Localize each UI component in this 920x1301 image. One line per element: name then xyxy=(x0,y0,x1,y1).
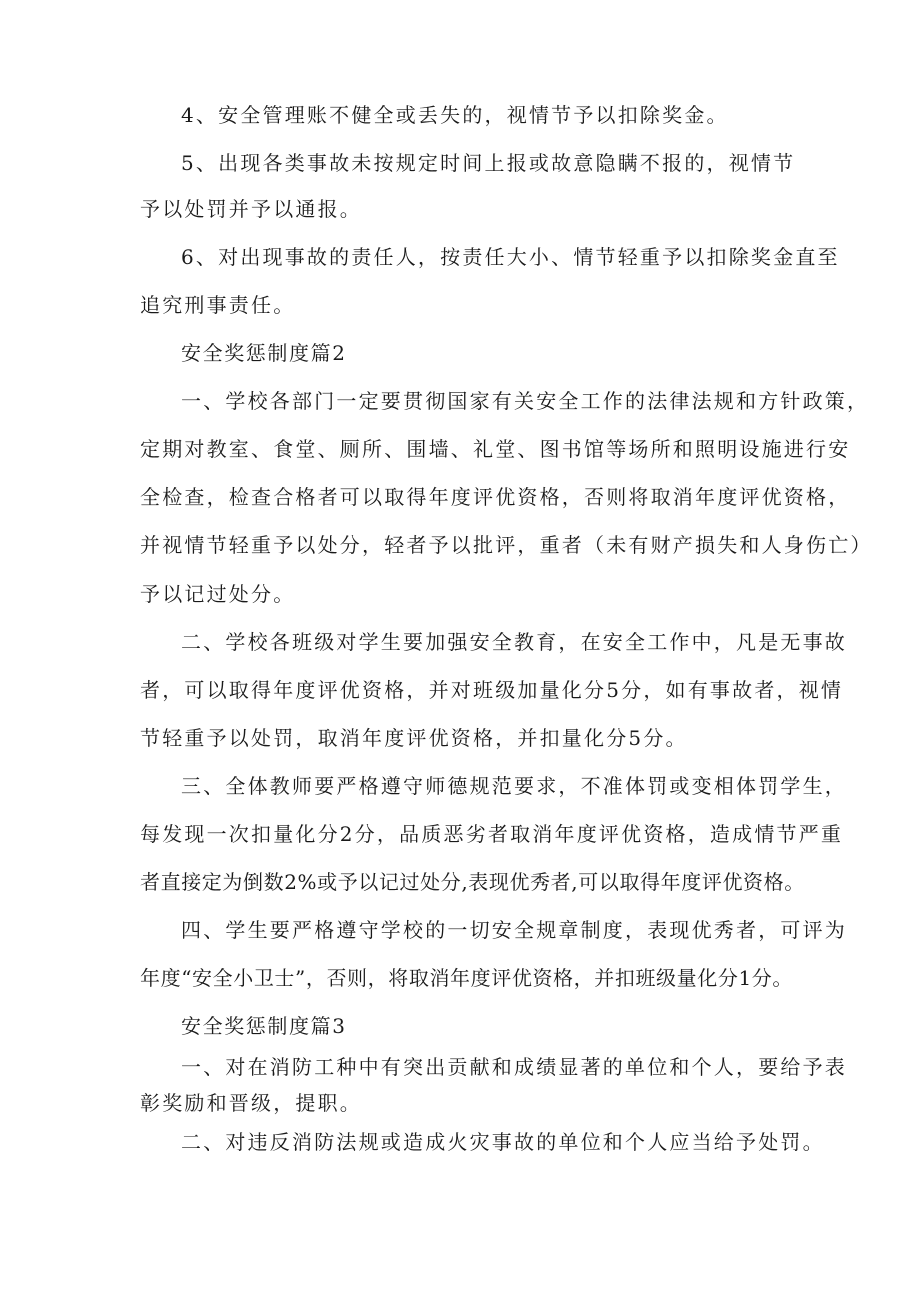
text-line: 节轻重予以处罚，取消年度评优资格，并扣量化分5分。 xyxy=(140,726,688,750)
text-line: 一、对在消防工种中有突出贡献和成绩显著的单位和个人，要给予表 xyxy=(181,1055,847,1079)
text-line: 者，可以取得年度评优资格，并对班级加量化分5分，如有事故者，视情 xyxy=(140,678,844,702)
text-line: 一、学校各部门一定要贯彻国家有关安全工作的法律法规和方针政策， xyxy=(181,389,870,413)
text-line: 年度“安全小卫士”，否则，将取消年度评优资格，并扣班级量化分1分。 xyxy=(140,966,793,990)
text-line: 4、安全管理账不健全或丢失的，视情节予以扣除奖金。 xyxy=(181,103,729,127)
text-line: 追究刑事责任。 xyxy=(140,293,296,317)
text-line: 二、对违反消防法规或造成火灾事故的单位和个人应当给予处罚。 xyxy=(181,1130,825,1154)
text-line: 并视情节轻重予以处分，轻者予以批评，重者（未有财产损失和人身伤亡） xyxy=(140,533,873,557)
text-line: 每发现一次扣量化分2分，品质恶劣者取消年度评优资格，造成情节严重 xyxy=(140,822,844,846)
section-heading: 安全奖惩制度篇3 xyxy=(181,1014,347,1038)
text-line: 者直接定为倒数2%或予以记过处分,表现优秀者,可以取得年度评优资格。 xyxy=(140,870,805,894)
text-line: 5、出现各类事故未按规定时间上报或故意隐瞒不报的，视情节 xyxy=(181,151,796,175)
text-line: 予以记过处分。 xyxy=(140,582,296,606)
text-line: 二、学校各班级对学生要加强安全教育，在安全工作中，凡是无事故 xyxy=(181,630,847,654)
text-line: 三、全体教师要严格遵守师德规范要求，不准体罚或变相体罚学生， xyxy=(181,774,847,798)
text-line: 6、对出现事故的责任人，按责任大小、情节轻重予以扣除奖金直至 xyxy=(181,245,840,269)
text-line: 彰奖励和晋级，提职。 xyxy=(140,1091,362,1115)
section-heading: 安全奖惩制度篇2 xyxy=(181,341,347,365)
text-line: 四、学生要严格遵守学校的一切安全规章制度，表现优秀者，可评为 xyxy=(181,918,847,942)
text-line: 定期对教室、食堂、厕所、围墙、礼堂、图书馆等场所和照明设施进行安 xyxy=(140,437,851,461)
text-line: 全检查，检查合格者可以取得年度评优资格，否则将取消年度评优资格， xyxy=(140,485,851,509)
text-line: 予以处罚并予以通报。 xyxy=(140,197,362,221)
